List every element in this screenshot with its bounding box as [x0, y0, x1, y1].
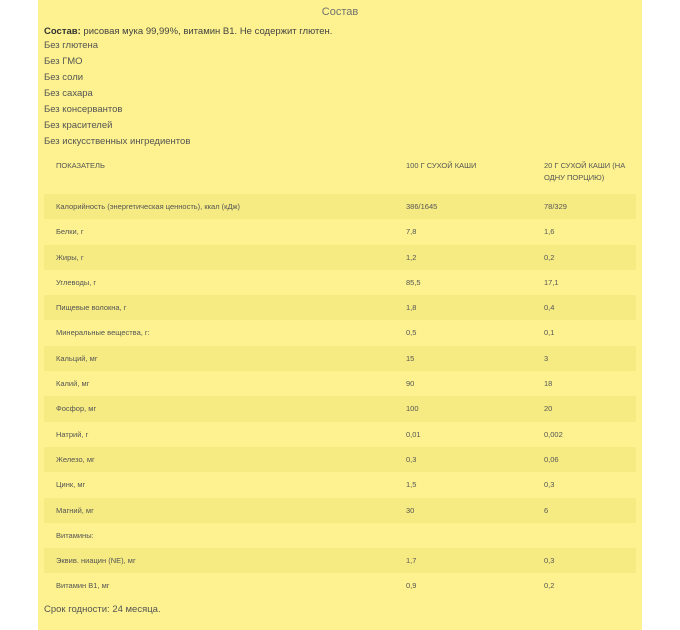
value-20g-cell: 78/329 — [532, 194, 636, 219]
nutrient-name-cell: Фосфор, мг — [44, 396, 394, 421]
value-100g-cell: 386/1645 — [394, 194, 532, 219]
panel-title: Состав — [321, 6, 359, 18]
table-header-row — [44, 152, 636, 194]
table-row — [44, 320, 636, 345]
table-row — [44, 346, 636, 371]
column-header-100g: 100 Г СУХОЙ КАШИ — [406, 161, 477, 170]
value-20g-cell: 0,2 — [532, 245, 636, 270]
table-row — [44, 371, 636, 396]
nutrient-name-cell: Кальций, мг — [44, 346, 394, 371]
value-20g-cell: 6 — [532, 498, 636, 523]
value-20g-cell — [532, 523, 636, 548]
table-row — [44, 219, 636, 244]
shelf-life: Срок годности: 24 месяца. — [44, 604, 161, 615]
value-20g-cell: 0,3 — [544, 480, 555, 490]
value-20g-cell: 3 — [532, 346, 636, 371]
value-100g-cell: 1,2 — [394, 245, 532, 270]
nutrient-name-cell: Витамины: — [56, 530, 94, 540]
value-20g-cell: 0,2 — [544, 581, 555, 591]
table-row — [44, 573, 636, 598]
composition-panel — [38, 0, 642, 630]
column-header-20g: 20 Г СУХОЙ КАШИ (НА ОДНУ ПОРЦИЮ) — [544, 161, 626, 182]
value-20g-cell: 0,3 — [532, 548, 636, 573]
value-100g-cell: 1,8 — [394, 295, 532, 320]
value-100g-cell: 7,8 — [406, 227, 417, 237]
nutrient-name-cell: Калий, мг — [56, 379, 90, 389]
table-row — [44, 422, 636, 447]
nutrient-name-cell: Железо, мг — [44, 447, 394, 472]
composition-line — [44, 26, 332, 37]
value-20g-cell: 20 — [532, 396, 636, 421]
nutrient-name-cell: Минеральные вещества, г: — [56, 328, 150, 338]
value-20g-cell: 0,1 — [544, 328, 555, 338]
list-item: Без искусственных ингредиентов — [44, 136, 191, 147]
nutrient-name-cell: Магний, мг — [44, 498, 394, 523]
list-item: Без соли — [44, 72, 84, 83]
value-100g-cell: 0,9 — [406, 581, 417, 591]
table-row — [44, 548, 636, 573]
composition-text: рисовая мука 99,99%, витамин В1. Не содержит глютен. — [80, 26, 333, 37]
nutrient-name-cell: Цинк, мг — [56, 480, 86, 490]
table-row — [44, 295, 636, 320]
nutrient-name-cell: Калорийность (энергетическая ценность), ккал (кДж) — [44, 194, 394, 219]
value-100g-cell: 1,5 — [406, 480, 417, 490]
value-20g-cell: 0,4 — [532, 295, 636, 320]
list-item: Без красителей — [44, 120, 113, 131]
nutrient-name-cell: Углеводы, г — [56, 277, 97, 287]
value-100g-cell: 0,3 — [394, 447, 532, 472]
nutrition-table — [44, 152, 636, 599]
table-row — [44, 498, 636, 523]
value-100g-cell — [394, 523, 532, 548]
table-row — [44, 523, 636, 548]
value-100g-cell: 0,5 — [406, 328, 417, 338]
value-100g-cell: 15 — [394, 346, 532, 371]
table-row — [44, 447, 636, 472]
list-item: Без ГМО — [44, 56, 83, 67]
table-row — [44, 396, 636, 421]
value-20g-cell: 0,06 — [532, 447, 636, 472]
value-100g-cell: 1,7 — [394, 548, 532, 573]
value-100g-cell: 0,01 — [406, 429, 421, 439]
composition-label: Состав: — [44, 26, 81, 37]
list-item: Без консервантов — [44, 104, 123, 115]
table-row — [44, 270, 636, 295]
value-100g-cell: 90 — [406, 379, 415, 389]
value-20g-cell: 18 — [544, 379, 553, 389]
nutrient-name-cell: Эквив. ниацин (NE), мг — [44, 548, 394, 573]
nutrient-name-cell: Жиры, г — [44, 245, 394, 270]
nutrient-name-cell: Белки, г — [56, 227, 84, 237]
value-20g-cell: 17,1 — [544, 277, 559, 287]
list-item: Без глютена — [44, 40, 99, 51]
table-row — [44, 194, 636, 219]
value-20g-cell: 1,6 — [544, 227, 555, 237]
nutrient-name-cell: Пищевые волокна, г — [44, 295, 394, 320]
nutrition-table-body — [44, 194, 636, 599]
table-row — [44, 472, 636, 497]
table-row — [44, 245, 636, 270]
nutrient-name-cell: Натрий, г — [56, 429, 89, 439]
value-100g-cell: 30 — [394, 498, 532, 523]
value-100g-cell: 100 — [394, 396, 532, 421]
nutrient-name-cell: Витамин В1, мг — [56, 581, 110, 591]
free-from-list — [44, 38, 190, 150]
column-header-indicator: ПОКАЗАТЕЛЬ — [56, 161, 105, 170]
value-100g-cell: 85,5 — [406, 277, 421, 287]
value-20g-cell: 0,002 — [544, 429, 563, 439]
list-item: Без сахара — [44, 88, 93, 99]
